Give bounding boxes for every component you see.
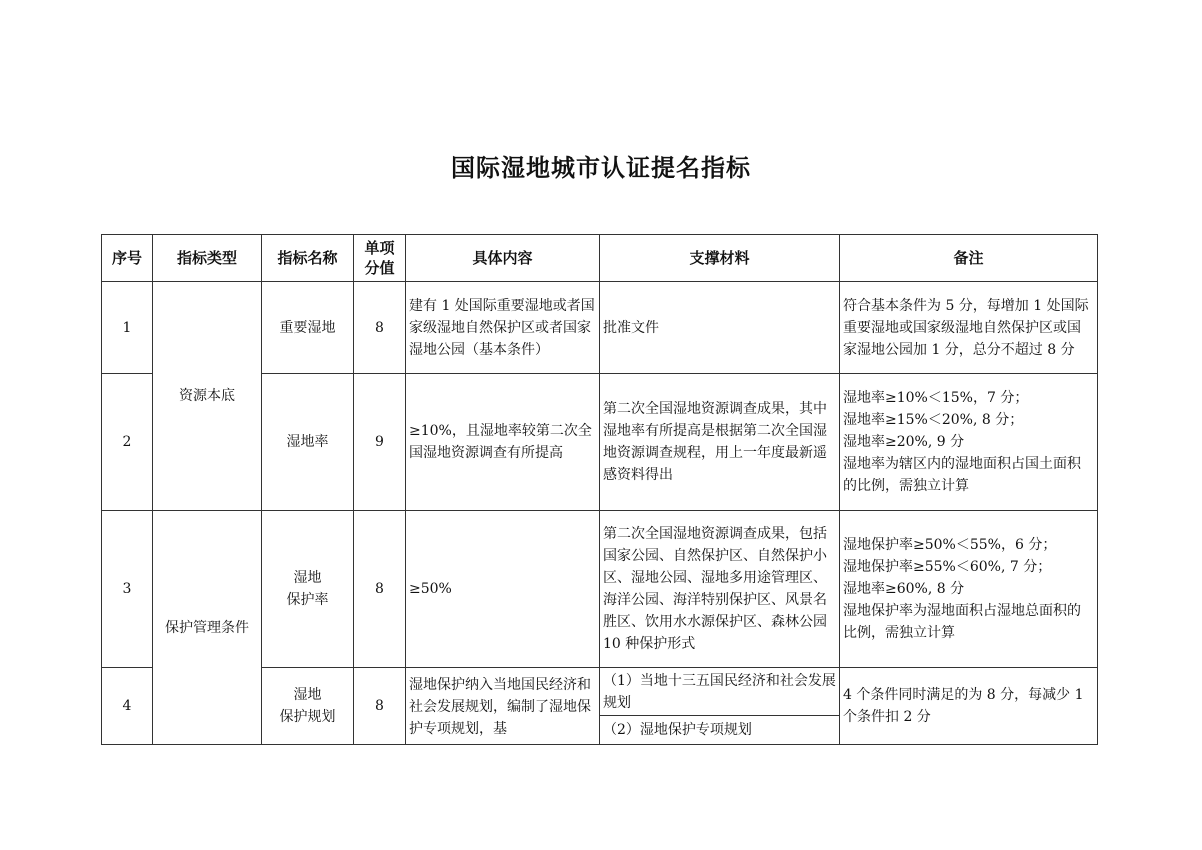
header-type: 指标类型 [153, 235, 262, 282]
row-material: 第二次全国湿地资源调查成果，包括国家公园、自然保护区、自然保护小区、湿地公园、湿地多用途管理区、海洋公园、海洋特别保护区、风景名胜区、饮用水水源保护区、森林公园 10 种保护形式 [600, 511, 840, 668]
row-material: 第二次全国湿地资源调查成果，其中湿地率有所提高是根据第二次全国湿地资源调查规程，用上一年度最新遥感资料得出 [600, 374, 840, 511]
row-group: 资源本底 [153, 282, 262, 511]
row-note: 湿地率≥10%＜15%，7 分； 湿地率≥15%＜20%, 8 分； 湿地率≥20%, 9 分 湿地率为辖区内的湿地面积占国土面积的比例，需独立计算 [840, 374, 1098, 511]
row-content: ≥50% [406, 511, 600, 668]
header-content: 具体内容 [406, 235, 600, 282]
header-name: 指标名称 [262, 235, 354, 282]
row-name: 湿地 保护率 [262, 511, 354, 668]
row-name: 重要湿地 [262, 282, 354, 374]
row-note: 湿地保护率≥50%＜55%，6 分； 湿地保护率≥55%＜60%, 7 分； 湿地率≥60%, 8 分 湿地保护率为湿地面积占湿地总面积的比例，需独立计算 [840, 511, 1098, 668]
row-content: 湿地保护纳入当地国民经济和社会发展规划，编制了湿地保护专项规划，基 [406, 668, 600, 745]
row-material: 批准文件 [600, 282, 840, 374]
row-score: 8 [354, 668, 406, 745]
row-score: 8 [354, 282, 406, 374]
header-score: 单项 分值 [354, 235, 406, 282]
row-material-item: （1）当地十三五国民经济和社会发展规划 [600, 668, 839, 716]
row-note: 符合基本条件为 5 分，每增加 1 处国际重要湿地或国家级湿地自然保护区或国家湿地公园加 1 分，总分不超过 8 分 [840, 282, 1098, 374]
row-material-cell [600, 668, 840, 745]
page-title: 国际湿地城市认证提名指标 [451, 154, 751, 182]
header-material: 支撑材料 [600, 235, 840, 282]
table-header-row [102, 235, 1098, 282]
row-no: 3 [102, 511, 153, 668]
table-row [102, 511, 1098, 668]
row-material-item: （2）湿地保护专项规划 [603, 722, 752, 738]
row-no: 4 [102, 668, 153, 745]
row-group: 保护管理条件 [153, 511, 262, 745]
header-no: 序号 [102, 235, 153, 282]
row-name: 湿地 保护规划 [262, 668, 354, 745]
row-note: 4 个条件同时满足的为 8 分，每减少 1 个条件扣 2 分 [840, 668, 1098, 745]
row-score: 9 [354, 374, 406, 511]
row-content: 建有 1 处国际重要湿地或者国家级湿地自然保护区或者国家湿地公园（基本条件） [406, 282, 600, 374]
nomination-indicator-table [101, 234, 1098, 745]
table-row [102, 282, 1098, 374]
row-no: 1 [102, 282, 153, 374]
row-name: 湿地率 [262, 374, 354, 511]
row-score: 8 [354, 511, 406, 668]
header-note: 备注 [840, 235, 1098, 282]
row-content: ≥10%，且湿地率较第二次全国湿地资源调查有所提高 [406, 374, 600, 511]
row-no: 2 [102, 374, 153, 511]
